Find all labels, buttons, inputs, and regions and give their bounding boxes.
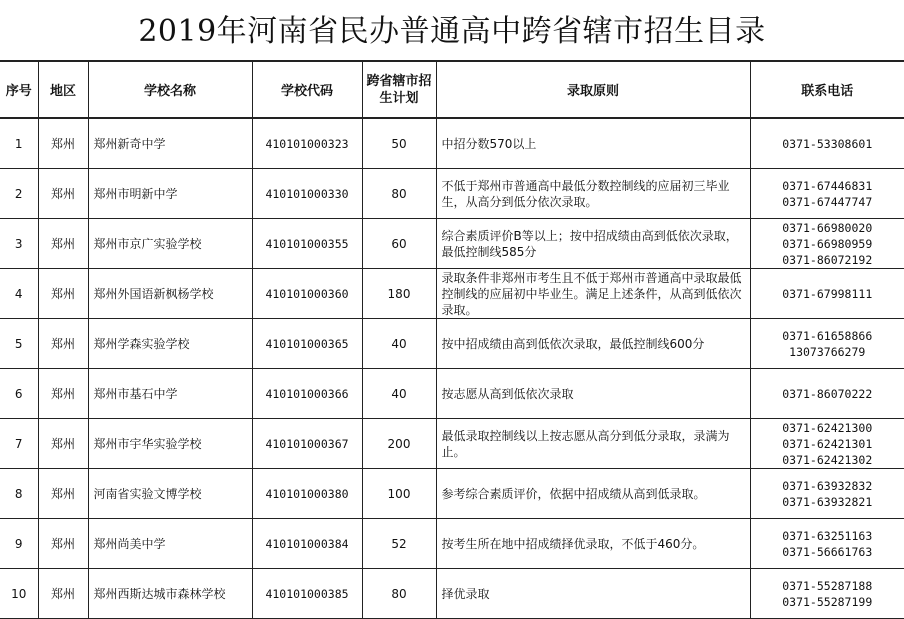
table-row bbox=[0, 419, 904, 469]
page-title: 2019年河南省民办普通高中跨省辖市招生目录 bbox=[0, 0, 904, 61]
row-school-code: 410101000365 bbox=[252, 319, 362, 369]
header-rule: 录取原则 bbox=[436, 62, 750, 119]
header-school-code: 学校代码 bbox=[252, 62, 362, 119]
row-school-name: 郑州学森实验学校 bbox=[88, 319, 252, 369]
table-row bbox=[0, 269, 904, 319]
row-school-code: 410101000330 bbox=[252, 169, 362, 219]
header-phone: 联系电话 bbox=[750, 62, 904, 119]
row-region: 郑州 bbox=[38, 319, 88, 369]
row-no: 5 bbox=[0, 319, 38, 369]
row-phones bbox=[750, 118, 904, 169]
table-row bbox=[0, 319, 904, 369]
row-phones bbox=[750, 269, 904, 319]
row-phones bbox=[750, 369, 904, 419]
header-school-name: 学校名称 bbox=[88, 62, 252, 119]
row-rule: 录取条件非郑州市考生且不低于郑州市普通高中录取最低控制线的应届初中毕业生。满足上述条件，从高到低依次录取。 bbox=[436, 269, 750, 319]
row-school-name: 郑州市京广实验学校 bbox=[88, 219, 252, 269]
phone-number: 0371-63251163 bbox=[751, 528, 904, 544]
row-region: 郑州 bbox=[38, 369, 88, 419]
row-rule: 按考生所在地中招成绩择优录取，不低于460分。 bbox=[436, 519, 750, 569]
row-rule: 按中招成绩由高到低依次录取，最低控制线600分 bbox=[436, 319, 750, 369]
row-school-code: 410101000384 bbox=[252, 519, 362, 569]
phone-number: 0371-53308601 bbox=[751, 136, 904, 152]
row-school-name: 郑州西斯达城市森林学校 bbox=[88, 569, 252, 619]
row-school-name: 郑州市宇华实验学校 bbox=[88, 419, 252, 469]
row-school-name: 河南省实验文博学校 bbox=[88, 469, 252, 519]
row-region: 郑州 bbox=[38, 469, 88, 519]
row-rule: 择优录取 bbox=[436, 569, 750, 619]
row-no: 6 bbox=[0, 369, 38, 419]
row-plan: 180 bbox=[362, 269, 436, 319]
row-no: 8 bbox=[0, 469, 38, 519]
row-school-code: 410101000366 bbox=[252, 369, 362, 419]
table-row bbox=[0, 219, 904, 269]
row-no: 10 bbox=[0, 569, 38, 619]
row-no: 1 bbox=[0, 118, 38, 169]
phone-number: 13073766279 bbox=[751, 344, 904, 360]
row-rule: 按志愿从高到低依次录取 bbox=[436, 369, 750, 419]
phone-number: 0371-67998111 bbox=[751, 286, 904, 302]
phone-number: 0371-86072192 bbox=[751, 252, 904, 268]
header-plan: 跨省辖市招生计划 bbox=[362, 62, 436, 119]
row-school-name: 郑州市基石中学 bbox=[88, 369, 252, 419]
row-region: 郑州 bbox=[38, 519, 88, 569]
row-region: 郑州 bbox=[38, 169, 88, 219]
row-plan: 52 bbox=[362, 519, 436, 569]
phone-number: 0371-66980959 bbox=[751, 236, 904, 252]
row-school-code: 410101000380 bbox=[252, 469, 362, 519]
row-phones bbox=[750, 569, 904, 619]
row-plan: 80 bbox=[362, 569, 436, 619]
row-rule: 最低录取控制线以上按志愿从高分到低分录取，录满为止。 bbox=[436, 419, 750, 469]
phone-number: 0371-61658866 bbox=[751, 328, 904, 344]
header-row bbox=[0, 62, 904, 119]
row-school-name: 郑州尚美中学 bbox=[88, 519, 252, 569]
row-school-code: 410101000323 bbox=[252, 118, 362, 169]
table-row bbox=[0, 469, 904, 519]
row-phones bbox=[750, 169, 904, 219]
row-phones bbox=[750, 419, 904, 469]
table-row bbox=[0, 569, 904, 619]
table-row bbox=[0, 118, 904, 169]
row-no: 3 bbox=[0, 219, 38, 269]
row-rule: 综合素质评价B等以上；按中招成绩由高到低依次录取，最低控制线585分 bbox=[436, 219, 750, 269]
admission-table bbox=[0, 61, 904, 619]
table-row bbox=[0, 519, 904, 569]
row-plan: 100 bbox=[362, 469, 436, 519]
row-plan: 40 bbox=[362, 319, 436, 369]
phone-number: 0371-56661763 bbox=[751, 544, 904, 560]
row-school-name: 郑州外国语新枫杨学校 bbox=[88, 269, 252, 319]
row-plan: 40 bbox=[362, 369, 436, 419]
row-plan: 50 bbox=[362, 118, 436, 169]
row-rule: 不低于郑州市普通高中最低分数控制线的应届初三毕业生，从高分到低分依次录取。 bbox=[436, 169, 750, 219]
header-region: 地区 bbox=[38, 62, 88, 119]
row-region: 郑州 bbox=[38, 219, 88, 269]
table-row bbox=[0, 369, 904, 419]
row-plan: 200 bbox=[362, 419, 436, 469]
row-region: 郑州 bbox=[38, 118, 88, 169]
phone-number: 0371-66980020 bbox=[751, 220, 904, 236]
header-no: 序号 bbox=[0, 62, 38, 119]
row-no: 4 bbox=[0, 269, 38, 319]
phone-number: 0371-55287188 bbox=[751, 578, 904, 594]
row-phones bbox=[750, 469, 904, 519]
phone-number: 0371-62421302 bbox=[751, 452, 904, 468]
row-school-code: 410101000355 bbox=[252, 219, 362, 269]
row-region: 郑州 bbox=[38, 269, 88, 319]
row-no: 2 bbox=[0, 169, 38, 219]
row-plan: 80 bbox=[362, 169, 436, 219]
row-no: 7 bbox=[0, 419, 38, 469]
row-school-code: 410101000360 bbox=[252, 269, 362, 319]
phone-number: 0371-67447747 bbox=[751, 194, 904, 210]
row-plan: 60 bbox=[362, 219, 436, 269]
row-phones bbox=[750, 319, 904, 369]
row-rule: 参考综合素质评价，依据中招成绩从高到低录取。 bbox=[436, 469, 750, 519]
phone-number: 0371-63932832 bbox=[751, 478, 904, 494]
row-school-code: 410101000385 bbox=[252, 569, 362, 619]
row-region: 郑州 bbox=[38, 569, 88, 619]
row-rule: 中招分数570以上 bbox=[436, 118, 750, 169]
phone-number: 0371-67446831 bbox=[751, 178, 904, 194]
phone-number: 0371-62421300 bbox=[751, 420, 904, 436]
row-no: 9 bbox=[0, 519, 38, 569]
row-school-name: 郑州新奇中学 bbox=[88, 118, 252, 169]
phone-number: 0371-63932821 bbox=[751, 494, 904, 510]
row-school-name: 郑州市明新中学 bbox=[88, 169, 252, 219]
phone-number: 0371-62421301 bbox=[751, 436, 904, 452]
phone-number: 0371-55287199 bbox=[751, 594, 904, 610]
row-region: 郑州 bbox=[38, 419, 88, 469]
row-phones bbox=[750, 519, 904, 569]
phone-number: 0371-86070222 bbox=[751, 386, 904, 402]
table-row bbox=[0, 169, 904, 219]
row-phones bbox=[750, 219, 904, 269]
row-school-code: 410101000367 bbox=[252, 419, 362, 469]
